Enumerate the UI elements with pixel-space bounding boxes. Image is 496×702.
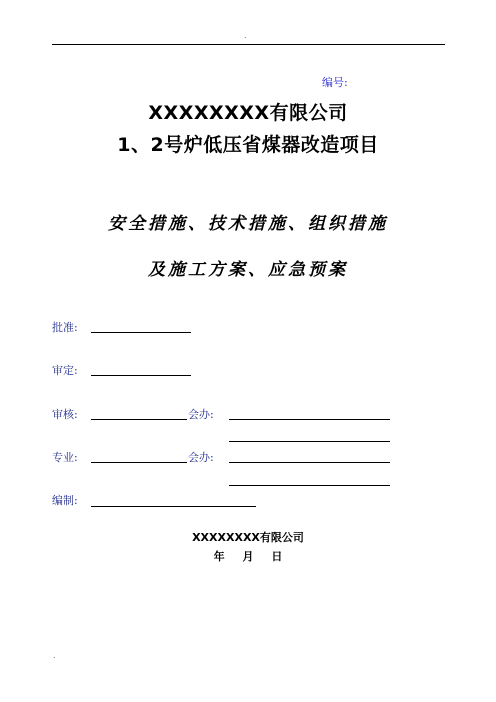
footer-company: XXXXXXXX有限公司 xyxy=(192,531,304,544)
footer-date: 年 月 日 xyxy=(213,550,283,563)
header-rule xyxy=(52,44,445,45)
specialty-label: 专业: xyxy=(52,451,78,464)
cosign-line-4[interactable] xyxy=(229,485,390,486)
doc-number-label: 编号: xyxy=(322,76,348,89)
company-title: XXXXXXXX有限公司 xyxy=(148,102,348,124)
cosign-line-1[interactable] xyxy=(229,419,390,420)
project-title: 1、2号炉低压省煤器改造项目 xyxy=(117,134,379,156)
specialty-line[interactable] xyxy=(91,462,187,463)
compile-label: 编制: xyxy=(52,494,78,507)
cosign-label-2: 会办: xyxy=(188,451,214,464)
review-line[interactable] xyxy=(91,375,191,376)
footer-dot: . xyxy=(53,651,56,660)
approve-label: 批准: xyxy=(52,321,78,334)
review-label: 审定: xyxy=(52,364,78,377)
header-dot: . xyxy=(244,31,247,40)
audit-label: 审核: xyxy=(52,408,78,421)
audit-line[interactable] xyxy=(91,419,187,420)
cosign-line-3[interactable] xyxy=(229,462,390,463)
subtitle-line-2: 及施工方案、应急预案 xyxy=(148,260,348,280)
cosign-label-1: 会办: xyxy=(188,408,214,421)
subtitle-line-1: 安全措施、技术措施、组织措施 xyxy=(108,214,388,234)
compile-line[interactable] xyxy=(91,506,256,507)
approve-line[interactable] xyxy=(91,332,191,333)
cosign-line-2[interactable] xyxy=(229,441,390,442)
